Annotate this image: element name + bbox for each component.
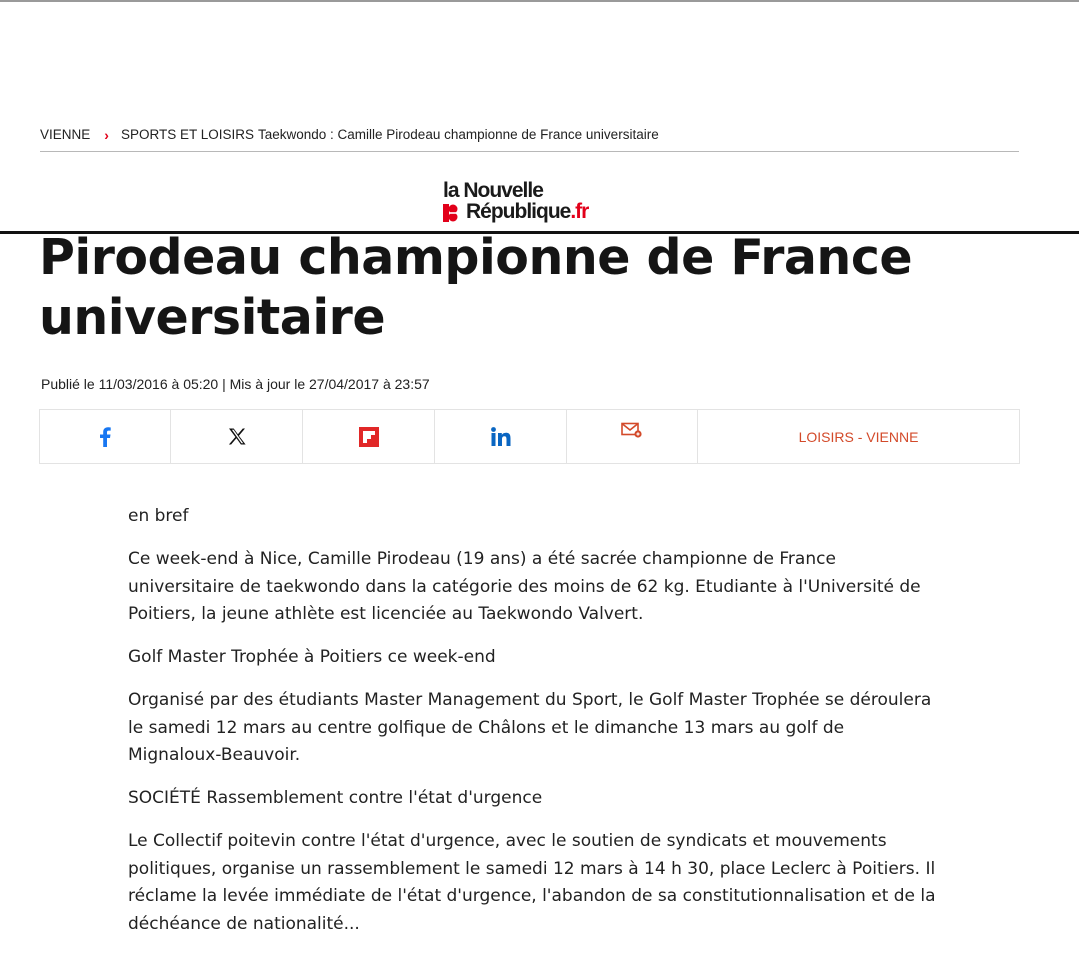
share-flipboard-button[interactable]	[303, 410, 435, 463]
mail-icon	[621, 422, 643, 439]
article-paragraph: Golf Master Trophée à Poitiers ce week-end	[128, 647, 496, 667]
breadcrumb-current: Taekwondo : Camille Pirodeau championne de France universitaire	[257, 127, 659, 142]
breadcrumb	[40, 127, 1019, 152]
top-border	[0, 0, 1079, 2]
share-linkedin-button[interactable]	[435, 410, 567, 463]
share-email-button[interactable]	[567, 410, 698, 463]
site-logo[interactable]	[442, 180, 622, 228]
share-x-button[interactable]	[171, 410, 303, 463]
article-body	[128, 503, 938, 954]
logo-line1: la Nouvelle	[443, 179, 543, 202]
category-tag-link[interactable]: LOISIRS - VIENNE	[798, 428, 919, 445]
article-paragraph: Organisé par des étudiants Master Management du Sport, le Golf Master Trophée se déroulera le samedi 12 mars au centre golfique de Châlons et le dimanche 13 mars au golf de Mignaloux-Beauvoir.	[128, 690, 932, 765]
article-paragraph: Le Collectif poitevin contre l'état d'urgence, avec le soutien de syndicats et mouvements politiques, organise un rassemblement le samedi 12 mars à 14 h 30, place Leclerc à Poitiers. Il réclame la levée immédiate de l'état d'urgence, l'abandon de sa constitutionnalisation et de la déchéance de nationalité...	[128, 831, 936, 934]
breadcrumb-home[interactable]: VIENNE	[40, 127, 91, 142]
article-paragraph: SOCIÉTÉ Rassemblement contre l'état d'urgence	[128, 788, 543, 808]
logo-line2: République.fr	[466, 200, 589, 223]
linkedin-icon	[491, 427, 511, 446]
chevron-right-icon: ›	[104, 127, 109, 143]
share-facebook-button[interactable]	[40, 410, 171, 463]
page-title: Pirodeau championne de France universitaire	[39, 229, 913, 346]
publish-meta: Publié le 11/03/2016 à 05:20 | Mis à jour le 27/04/2017 à 23:57	[41, 376, 430, 392]
flipboard-icon	[359, 427, 379, 447]
breadcrumb-section[interactable]: SPORTS ET LOISIRS	[120, 127, 254, 142]
x-icon	[228, 428, 246, 445]
logo-mark-icon	[443, 204, 459, 222]
article-paragraph: Ce week-end à Nice, Camille Pirodeau (19 ans) a été sacrée championne de France universitaire de taekwondo dans la catégorie des moins de 62 kg. Etudiante à l'Université de Poitiers, la jeune athlète est licenciée au Taekwondo Valvert.	[128, 549, 921, 624]
article-paragraph: en bref	[128, 506, 189, 526]
share-bar	[39, 409, 1020, 464]
facebook-icon	[99, 427, 111, 447]
